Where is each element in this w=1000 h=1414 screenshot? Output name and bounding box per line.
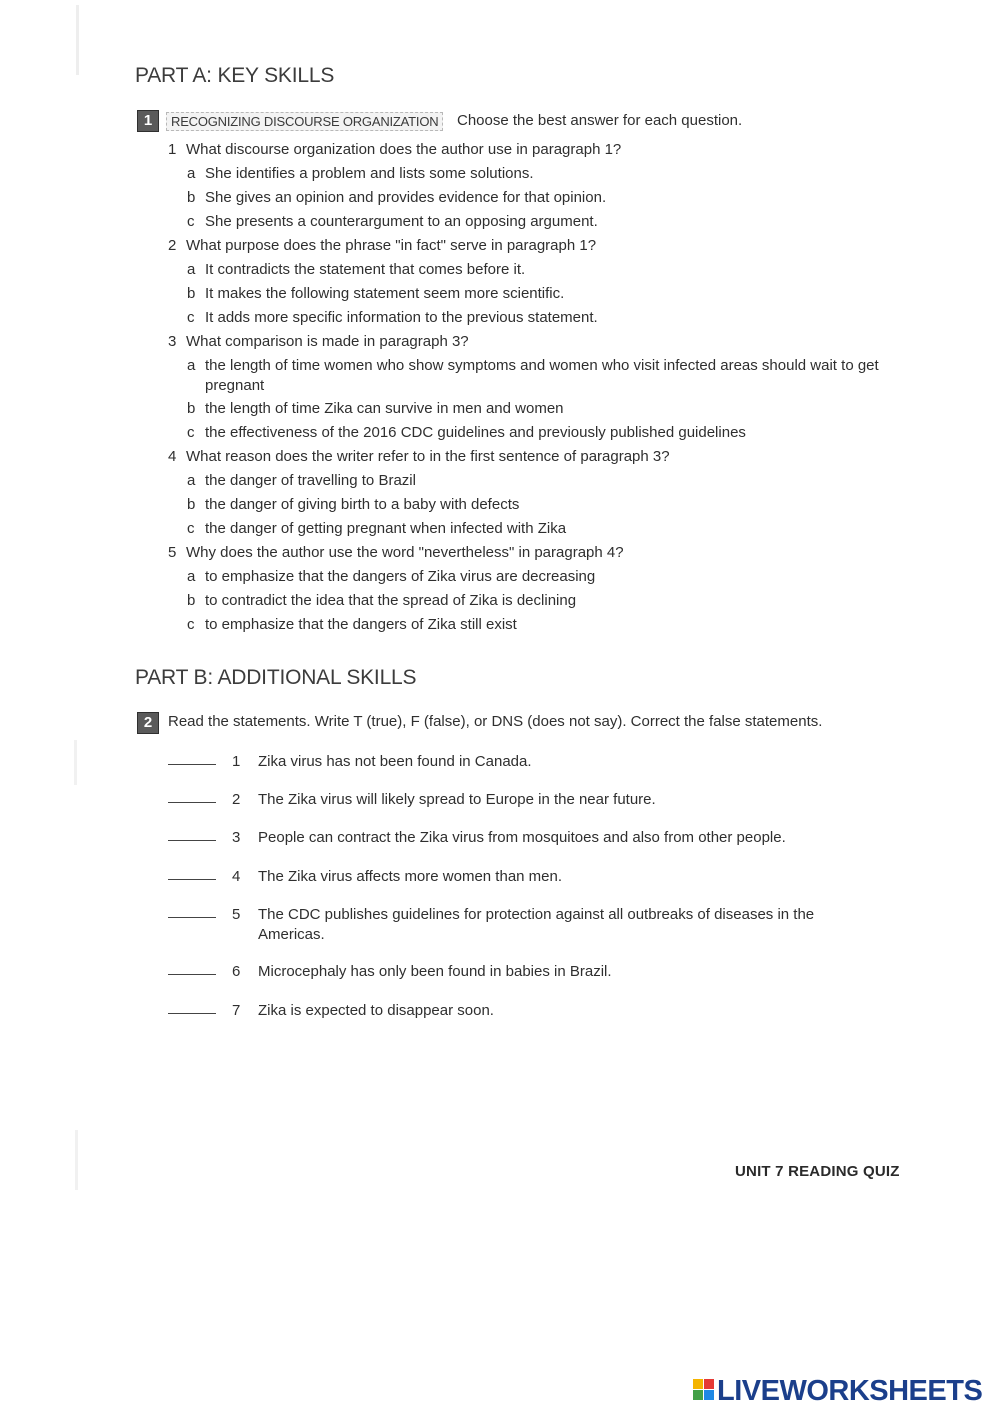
answer-option[interactable]: c She presents a counterargument to an opposing argument. — [187, 213, 598, 230]
answer-blank[interactable] — [168, 1001, 216, 1014]
answer-blank[interactable] — [168, 962, 216, 975]
brand-name: LIVEWORKSHEETS — [717, 1375, 983, 1407]
answer-blank[interactable] — [168, 905, 216, 918]
answer-option[interactable]: a It contradicts the statement that comes before it. — [187, 261, 526, 278]
statement-row: 4 The Zika virus affects more women than men. — [168, 867, 868, 887]
skill-label: RECOGNIZING DISCOURSE ORGANIZATION — [166, 112, 443, 131]
question: 3 What comparison is made in paragraph 3? — [168, 333, 469, 350]
answer-option[interactable]: c the effectiveness of the 2016 CDC guidelines and previously published guidelines — [187, 424, 746, 441]
question: 2 What purpose does the phrase "in fact" serve in paragraph 1? — [168, 237, 597, 254]
statement-row: 7 Zika is expected to disappear soon. — [168, 1001, 868, 1021]
unit-label: UNIT 7 READING QUIZ — [735, 1163, 900, 1180]
part-a-title: PART A: KEY SKILLS — [135, 64, 335, 87]
scan-artifact — [76, 5, 79, 75]
statement-row: 2 The Zika virus will likely spread to Europe in the near future. — [168, 790, 868, 810]
part-b-title: PART B: ADDITIONAL SKILLS — [135, 666, 417, 689]
answer-blank[interactable] — [168, 828, 216, 841]
answer-option[interactable]: a She identifies a problem and lists some solutions. — [187, 165, 534, 182]
answer-option[interactable]: a to emphasize that the dangers of Zika virus are decreasing — [187, 568, 596, 585]
answer-blank[interactable] — [168, 790, 216, 803]
answer-option[interactable]: b the danger of giving birth to a baby with defects — [187, 496, 520, 513]
exercise-2-number: 2 — [137, 712, 159, 734]
answer-blank[interactable] — [168, 867, 216, 880]
question: 4 What reason does the writer refer to in the first sentence of paragraph 3? — [168, 448, 670, 465]
answer-option[interactable]: b the length of time Zika can survive in men and women — [187, 400, 564, 417]
question: 5 Why does the author use the word "nevertheless" in paragraph 4? — [168, 544, 624, 561]
answer-blank[interactable] — [168, 752, 216, 765]
statement-row: 3 People can contract the Zika virus from mosquitoes and also from other people. — [168, 828, 868, 848]
answer-option[interactable]: c It adds more specific information to the previous statement. — [187, 309, 598, 326]
question: 1 What discourse organization does the author use in paragraph 1? — [168, 141, 622, 158]
answer-option[interactable]: c to emphasize that the dangers of Zika still exist — [187, 616, 517, 633]
answer-option[interactable]: c the danger of getting pregnant when infected with Zika — [187, 520, 567, 537]
answer-option[interactable]: b It makes the following statement seem more scientific. — [187, 285, 565, 302]
exercise-2-instruction: Read the statements. Write T (true), F (false), or DNS (does not say). Correct the false statements. — [168, 713, 823, 730]
statement-row: 5 The CDC publishes guidelines for protection against all outbreaks of diseases in the Americas. — [168, 905, 868, 945]
answer-option[interactable]: b She gives an opinion and provides evidence for that opinion. — [187, 189, 607, 206]
scan-artifact — [74, 740, 77, 785]
scan-artifact — [75, 1130, 78, 1190]
liveworksheets-mark-icon — [693, 1379, 715, 1401]
exercise-1-number: 1 — [137, 110, 159, 132]
answer-option[interactable]: b to contradict the idea that the spread of Zika is declining — [187, 592, 577, 609]
answer-option[interactable]: a the danger of travelling to Brazil — [187, 472, 416, 489]
answer-option[interactable]: a the length of time women who show symptoms and women who visit infected areas should wait to get pregnant — [187, 357, 879, 394]
statement-row: 6 Microcephaly has only been found in babies in Brazil. — [168, 962, 868, 982]
statement-row: 1 Zika virus has not been found in Canada. — [168, 752, 868, 772]
exercise-1-instruction: Choose the best answer for each question. — [457, 112, 743, 129]
